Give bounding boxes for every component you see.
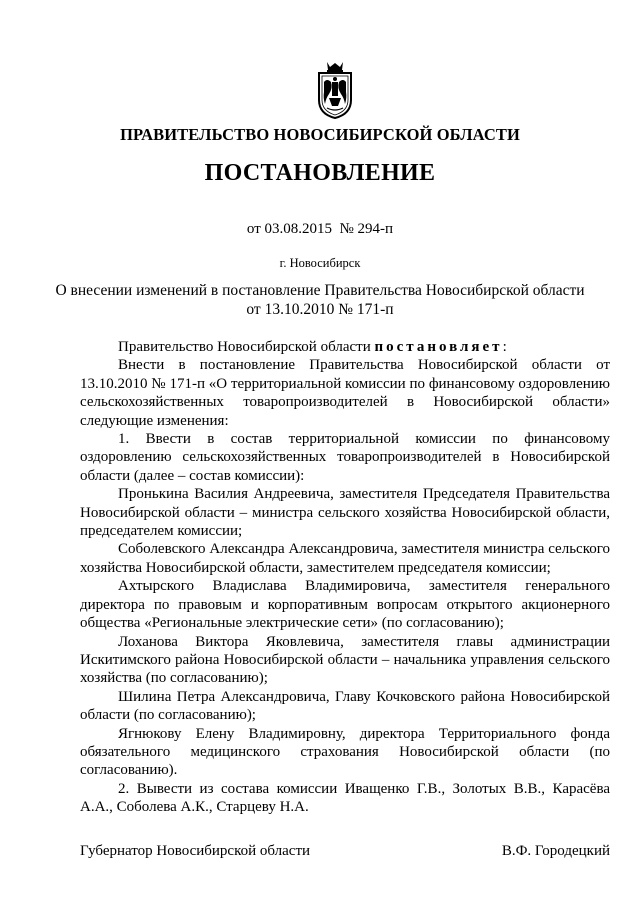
paragraph-4: Соболевского Александра Александровича, заместителя министра сельского хозяйства Новосибирской области, заместителем председателя комиссии;	[80, 541, 610, 576]
paragraph-2: 1. Ввести в состав территориальной комиссии по финансовому оздоровлению сельскохозяйственных товаропроизводителей в Новосибирской области (далее – состав комиссии):	[80, 431, 610, 484]
intro-prefix: Правительство Новосибирской области	[118, 339, 375, 355]
document-body	[80, 338, 610, 817]
paragraph-9: 2. Вывести из состава комиссии Иващенко Г.В., Золотых В.В., Карасёва А.А., Соболева А.К., Старцеву Н.А.	[80, 780, 610, 816]
city-line: г. Новосибирск	[279, 256, 361, 270]
government-title: ПРАВИТЕЛЬСТВО НОВОСИБИРСКОЙ ОБЛАСТИ	[120, 125, 520, 144]
subject-line-2: от 13.10.2010 № 171-п	[246, 300, 394, 318]
paragraph-1: Внести в постановление Правительства Новосибирской области от 13.10.2010 № 171-п «О территориальной комиссии по финансовому оздоровлению сельскохозяйственных товаропроизводителей в Новосибирской области» следующие изменения:	[80, 357, 610, 429]
intro-verb: постановляет	[374, 339, 503, 355]
subject-heading	[0, 282, 640, 319]
intro-suffix: :	[502, 339, 507, 355]
paragraph-6: Лоханова Виктора Яковлевича, заместителя главы администрации Искитимского района Новосибирской области – начальника управления сельского хозяйства (по согласованию);	[80, 633, 610, 687]
document-type: ПОСТАНОВЛЕНИЕ	[204, 160, 436, 186]
coat-of-arms-icon	[311, 60, 359, 120]
intro-paragraph	[80, 338, 610, 356]
subject-line-1: О внесении изменений в постановление Правительства Новосибирской области	[55, 282, 585, 299]
date-number-line: от 03.08.2015 № 294-п	[246, 221, 394, 237]
paragraph-5: Ахтырского Владислава Владимировича, заместителя генерального директора по правовым и корпоративным вопросам открытого акционерного общества «Региональные электрические сети» (по согласованию);	[80, 578, 610, 632]
paragraph-3: Пронькина Василия Андреевича, заместителя Председателя Правительства Новосибирской области – министра сельского хозяйства Новосибирской области, председателем комиссии;	[80, 486, 610, 540]
signatory-name: В.Ф. Городецкий	[501, 843, 610, 859]
signatory-position: Губернатор Новосибирской области	[80, 843, 311, 859]
paragraph-7: Шилина Петра Александровича, Главу Кочковского района Новосибирской области (по согласованию);	[80, 688, 610, 724]
paragraph-8: Ягнюкову Елену Владимировну, директора Территориального фонда обязательного медицинского страхования Новосибирской области (по согласованию).	[80, 725, 610, 779]
